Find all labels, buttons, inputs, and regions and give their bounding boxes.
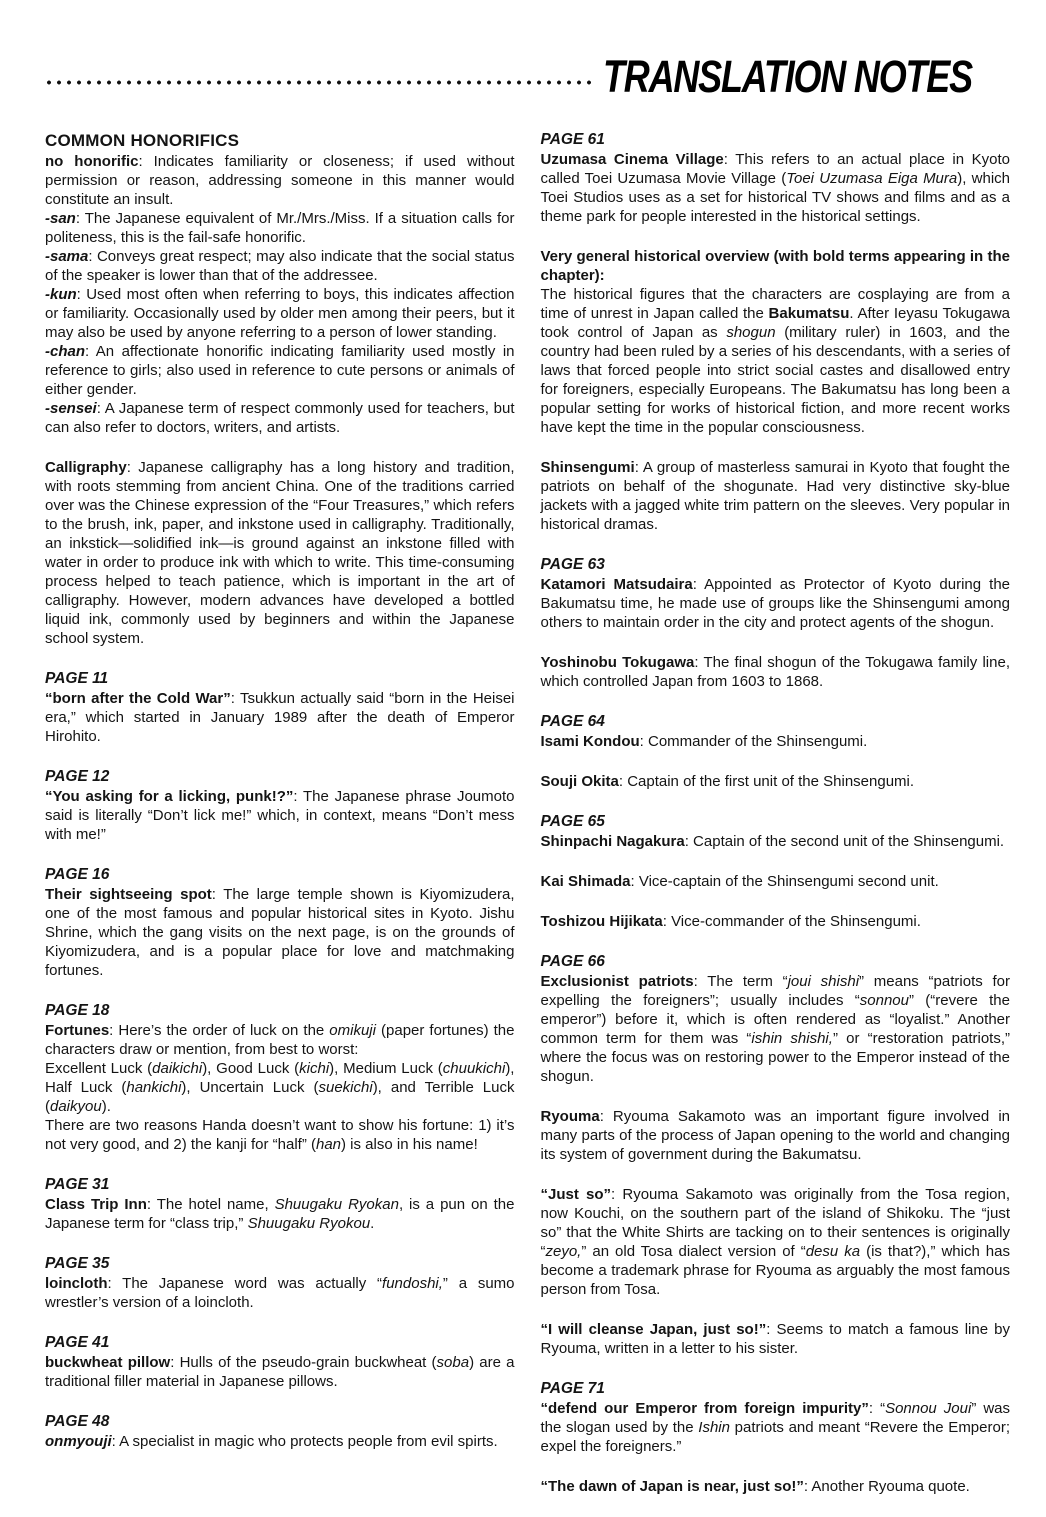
text-segment: “The dawn of Japan is near, just so!” <box>540 1478 804 1495</box>
page-label: PAGE 61 <box>540 131 605 148</box>
text-segment: ), Medium Luck ( <box>329 1060 443 1077</box>
note-paragraph <box>541 772 1011 791</box>
text-segment: Calligraphy <box>45 459 127 476</box>
text-segment: desu ka <box>805 1243 861 1260</box>
text-segment: ) are a traditional filler material in Japanese pillows. <box>45 1354 515 1390</box>
page-label: PAGE 11 <box>45 670 109 687</box>
text-segment: shogun <box>726 324 776 341</box>
text-segment: Yoshinobu Tokugawa <box>540 654 695 671</box>
text-segment: : The large temple shown is Kiyomizudera, one of the most famous and popular historical sites in Kyoto. Jishu Shrine, which the gang visits on the next page, is on the grounds of Kiyomizudera, and is a popular place for love and matchmaking fortunes. <box>45 886 515 979</box>
text-segment: Exclusionist patriots <box>540 973 694 990</box>
text-segment: : The Japanese equivalent of Mr./Mrs./Miss. If a situation calls for politeness, this is the fail-safe honorific. <box>45 210 515 246</box>
note-section <box>541 772 1011 791</box>
note-paragraph <box>541 247 1011 285</box>
text-segment: zeyo, <box>545 1243 582 1260</box>
text-segment: Kai Shimada <box>540 873 631 890</box>
text-segment: : Hulls of the pseudo-grain buckwheat ( <box>170 1354 437 1371</box>
note-section <box>541 653 1011 691</box>
note-paragraph <box>541 732 1011 751</box>
note-section <box>45 130 515 437</box>
text-segment: : Used most often when referring to boys, this indicates affection or familiarity. Occasionally used by older men among their peers, but it may also be used by anyone referring to a person of lower standing. <box>45 286 515 341</box>
text-segment: ), Good Luck ( <box>202 1060 300 1077</box>
note-paragraph <box>541 575 1011 632</box>
text-segment: suekichi <box>318 1079 373 1096</box>
text-segment: . After Ieyasu Tokugawa took control of Japan as <box>540 305 1010 341</box>
text-segment: ” (“revere the emperor”) before it, which is often rendered as “loyalist.” Another common term for them was “ <box>540 992 1010 1047</box>
text-segment: The historical figures that the characters are cosplaying are from a time of unrest in Japan called the <box>540 286 1010 322</box>
text-segment: kichi <box>299 1060 330 1077</box>
page-label: PAGE 48 <box>45 1413 110 1430</box>
text-segment: no honorific <box>45 153 139 170</box>
dotted-line <box>45 80 591 85</box>
note-section <box>541 1379 1011 1456</box>
text-segment: : Appointed as Protector of Kyoto during the Bakumatsu time, he made use of groups like the Shinsengumi among others to maintain order in the city and protect agents of the shogun. <box>540 576 1011 631</box>
text-segment: hankichi <box>126 1079 182 1096</box>
note-section <box>45 1175 515 1233</box>
text-segment: daikyou <box>50 1098 102 1115</box>
note-paragraph <box>45 1432 515 1451</box>
text-segment: : The term “ <box>693 973 788 990</box>
page-title: TRANSLATION NOTES <box>603 51 972 102</box>
page-label: PAGE 64 <box>540 713 605 730</box>
text-segment: Ishin <box>698 1419 730 1436</box>
text-segment: sonnou <box>859 992 909 1009</box>
text-segment: ” or “restoration patriots,” where the focus was on restoring power to the Emperor instead of the shogun. <box>540 1030 1010 1085</box>
note-section <box>541 555 1011 632</box>
page-label: PAGE 31 <box>45 1176 110 1193</box>
note-section <box>45 669 515 746</box>
note-paragraph <box>541 1477 1011 1496</box>
text-segment: Shinpachi Nagakura <box>540 833 685 850</box>
text-segment: : The Japanese phrase Joumoto said is literally “Don’t lick me!” which, in context, means “Don’t mess with me!” <box>45 788 515 843</box>
text-segment: Shuugaku Ryokou <box>247 1215 371 1232</box>
note-section <box>541 130 1011 226</box>
text-segment: : The hotel name, <box>146 1196 275 1213</box>
note-section <box>541 458 1011 534</box>
note-paragraph <box>541 285 1011 437</box>
text-segment: : Captain of the first unit of the Shinsengumi. <box>618 773 915 790</box>
text-segment: ) is also in his name! <box>341 1136 478 1153</box>
note-paragraph <box>45 458 515 648</box>
text-segment: (is that?),” which has become a trademark phrase for Ryouma as arguably the most famous person from Tosa. <box>540 1243 1010 1298</box>
note-paragraph <box>541 972 1011 1086</box>
text-segment: (paper fortunes) the characters draw or mention, from best to worst: <box>45 1022 515 1058</box>
note-paragraph <box>45 1195 515 1233</box>
note-paragraph <box>45 1059 515 1116</box>
text-segment: : Another Ryouma quote. <box>803 1478 970 1495</box>
right-column <box>541 130 1011 1517</box>
text-segment: ” means “patriots for expelling the foreigners”; usually includes “ <box>540 973 1010 1009</box>
text-segment: han <box>315 1136 342 1153</box>
text-segment: “born after the Cold War” <box>45 690 231 707</box>
note-paragraph <box>541 912 1011 931</box>
note-paragraph <box>541 1320 1011 1358</box>
text-segment: fundoshi, <box>382 1275 443 1292</box>
text-segment: : The final shogun of the Tokugawa family line, which controlled Japan from 1603 to 1868. <box>540 654 1010 690</box>
note-section <box>45 767 515 844</box>
text-segment: : This refers to an actual place in Kyoto called Toei Uzumasa Movie Village ( <box>540 151 1010 187</box>
note-paragraph <box>45 1021 515 1059</box>
text-segment: Uzumasa Cinema Village <box>540 151 724 168</box>
note-section <box>541 247 1011 437</box>
text-segment: “Just so” <box>540 1186 612 1203</box>
note-paragraph <box>541 1399 1011 1456</box>
note-paragraph <box>541 832 1011 851</box>
note-section <box>541 712 1011 751</box>
text-segment: ), Uncertain Luck ( <box>181 1079 319 1096</box>
text-segment: soba <box>436 1354 470 1371</box>
text-segment: Toshizou Hijikata <box>540 913 663 930</box>
note-paragraph <box>45 152 515 209</box>
text-segment: buckwheat pillow <box>45 1354 171 1371</box>
note-paragraph <box>45 247 515 285</box>
text-segment: “I will cleanse Japan, just so!” <box>540 1321 767 1338</box>
note-paragraph <box>45 885 515 980</box>
note-section <box>45 458 515 648</box>
note-section <box>45 1412 515 1451</box>
text-segment: ). <box>101 1098 111 1115</box>
text-segment: Their sightseeing spot <box>45 886 212 903</box>
text-segment: Fortunes <box>45 1022 110 1039</box>
text-segment: : The Japanese word was actually “ <box>107 1275 383 1292</box>
text-segment: -sensei <box>45 400 97 417</box>
notes-columns <box>45 130 1010 1517</box>
text-segment: : A group of masterless samurai in Kyoto that fought the patriots on behalf of the shogunate. Had very distinctive sky-blue jackets with a jagged white trim pattern on the sleeves. Very popular in historical dramas. <box>540 459 1010 533</box>
text-segment: Ryouma <box>540 1108 600 1125</box>
text-segment: ” a sumo wrestler’s version of a loincloth. <box>45 1275 515 1311</box>
note-paragraph <box>541 872 1011 891</box>
text-segment: ishin shishi, <box>751 1030 833 1047</box>
text-segment: Bakumatsu <box>768 305 850 322</box>
page-label: PAGE 63 <box>540 556 605 573</box>
text-segment: . <box>370 1215 375 1232</box>
text-segment: joui shishi <box>787 973 860 990</box>
text-segment: loincloth <box>45 1275 108 1292</box>
note-paragraph <box>45 399 515 437</box>
text-segment: -sama <box>45 248 89 265</box>
note-section <box>45 865 515 980</box>
text-segment: -san <box>45 210 76 227</box>
note-paragraph <box>541 653 1011 691</box>
text-segment: onmyouji <box>45 1433 112 1450</box>
note-section <box>541 1185 1011 1299</box>
text-segment: : Ryouma Sakamoto was originally from the Tosa region, now Kouchi, on the southern part of the island of Shikoku. The “just so” that the White Shirts are tacking on to their sentences is originally “ <box>540 1186 1010 1260</box>
note-paragraph <box>45 1353 515 1391</box>
note-section <box>45 1333 515 1391</box>
text-segment: : A Japanese term of respect commonly used for teachers, but can also refer to doctors, writers, and artists. <box>45 400 515 436</box>
text-segment: : Here’s the order of luck on the <box>109 1022 330 1039</box>
text-segment: : A specialist in magic who protects people from evil spirts. <box>111 1433 498 1450</box>
text-segment: : Vice-commander of the Shinsengumi. <box>662 913 921 930</box>
text-segment: : Commander of the Shinsengumi. <box>639 733 868 750</box>
text-segment: (military ruler) in 1603, and the country had been ruled by a series of his descendants, with a series of laws that forced people into strict social castes and disallowed entry for foreigners, especially Europeans. The Bakumatsu has long been a popular setting for works of historical fiction, and more recent works have kept the time in the popular consciousness. <box>540 324 1011 436</box>
text-segment: : Indicates familiarity or closeness; if used without permission or reason, addressing someone in this manner would constitute an insult. <box>45 153 515 208</box>
text-segment: daikichi <box>152 1060 203 1077</box>
text-segment: : An affectionate honorific indicating familiarity used mostly in reference to girls; also used in reference to cute persons or animals of either gender. <box>45 343 515 398</box>
note-section <box>541 812 1011 851</box>
text-segment: : “ <box>868 1400 886 1417</box>
text-segment: : Tsukkun actually said “born in the Heisei era,” which started in January 1989 after the death of Emperor Hirohito. <box>45 690 515 745</box>
note-paragraph <box>541 1107 1011 1164</box>
note-paragraph <box>541 1185 1011 1299</box>
page-label: PAGE 66 <box>540 953 605 970</box>
text-segment: Shinsengumi <box>540 459 635 476</box>
note-section <box>541 1477 1011 1496</box>
note-paragraph <box>45 1274 515 1312</box>
text-segment: ), which Toei Studios uses as a set for historical TV shows and films and as a theme park for people interested in the historical settings. <box>540 170 1010 225</box>
text-segment: ), Half Luck ( <box>45 1060 515 1096</box>
text-segment: ” an old Tosa dialect version of “ <box>581 1243 806 1260</box>
text-segment: omikuji <box>329 1022 376 1039</box>
section-heading: COMMON HONORIFICS <box>45 131 240 150</box>
note-paragraph <box>541 458 1011 534</box>
text-segment: “defend our Emperor from foreign impurity” <box>540 1400 869 1417</box>
text-segment: : Vice-captain of the Shinsengumi second unit. <box>630 873 939 890</box>
text-segment: : Ryouma Sakamoto was an important figure involved in many parts of the process of Japan opening to the world and changing its system of government during the Bakumatsu. <box>540 1108 1010 1163</box>
text-segment: Very general historical overview (with bold terms appearing in the chapter): <box>540 248 1010 284</box>
page-label: PAGE 41 <box>45 1334 110 1351</box>
text-segment: chuukichi <box>442 1060 506 1077</box>
text-segment: : Captain of the second unit of the Shinsengumi. <box>684 833 1005 850</box>
header <box>45 51 1010 102</box>
note-section <box>541 1107 1011 1164</box>
note-paragraph <box>45 1116 515 1154</box>
text-segment: : Conveys great respect; may also indicate that the social status of the speaker is lower than that of the addressee. <box>45 248 515 284</box>
note-section <box>541 872 1011 891</box>
note-section <box>45 1254 515 1312</box>
page-label: PAGE 71 <box>540 1380 605 1397</box>
page-label: PAGE 18 <box>45 1002 110 1019</box>
text-segment: ” was the slogan used by the <box>540 1400 1010 1436</box>
text-segment: Souji Okita <box>540 773 619 790</box>
text-segment: Sonnou Joui <box>885 1400 972 1417</box>
text-segment: : Seems to match a famous line by Ryouma, written in a letter to his sister. <box>540 1321 1011 1357</box>
text-segment: Toei Uzumasa Eiga Mura <box>786 170 958 187</box>
text-segment: Shuugaku Ryokan <box>274 1196 399 1213</box>
text-segment: There are two reasons Handa doesn’t want to show his fortune: 1) it’s not very good, and 2) the kanji for “half” ( <box>45 1117 515 1153</box>
page-label: PAGE 65 <box>540 813 605 830</box>
text-segment: -kun <box>45 286 77 303</box>
note-section <box>541 1320 1011 1358</box>
note-paragraph <box>45 209 515 247</box>
note-section <box>541 912 1011 931</box>
text-segment: Class Trip Inn <box>45 1196 147 1213</box>
text-segment: ), and Terrible Luck ( <box>45 1079 515 1115</box>
note-paragraph <box>45 342 515 399</box>
note-paragraph <box>45 787 515 844</box>
text-segment: patriots and meant “Revere the Emperor; expel the foreigners.” <box>540 1419 1010 1455</box>
page-label: PAGE 16 <box>45 866 110 883</box>
text-segment: “You asking for a licking, punk!?” <box>45 788 294 805</box>
note-section <box>45 1001 515 1154</box>
note-paragraph <box>541 150 1011 226</box>
text-segment: Katamori Matsudaira <box>540 576 693 593</box>
note-section <box>541 952 1011 1086</box>
text-segment: Isami Kondou <box>540 733 640 750</box>
text-segment: Excellent Luck ( <box>45 1060 153 1077</box>
text-segment: -chan <box>45 343 86 360</box>
page-label: PAGE 35 <box>45 1255 110 1272</box>
page-label: PAGE 12 <box>45 768 110 785</box>
left-column <box>45 130 515 1517</box>
text-segment: : Japanese calligraphy has a long history and tradition, with roots stemming from ancient China. One of the traditions carried over was the Chinese expression of the “Four Treasures,” which refers to the brush, ink, paper, and inkstone used in calligraphy. Traditionally, an inkstick—solidified ink—is ground against an inkstone filled with water in order to produce ink with which to write. This time-consuming process helped to teach patience, which is important in the art of calligraphy. However, modern advances have developed a bottled liquid ink, commonly used by beginners and within the Japanese school system. <box>45 459 515 647</box>
note-paragraph <box>45 689 515 746</box>
text-segment: , is a pun on the Japanese term for “class trip,” <box>45 1196 515 1232</box>
note-paragraph <box>45 285 515 342</box>
